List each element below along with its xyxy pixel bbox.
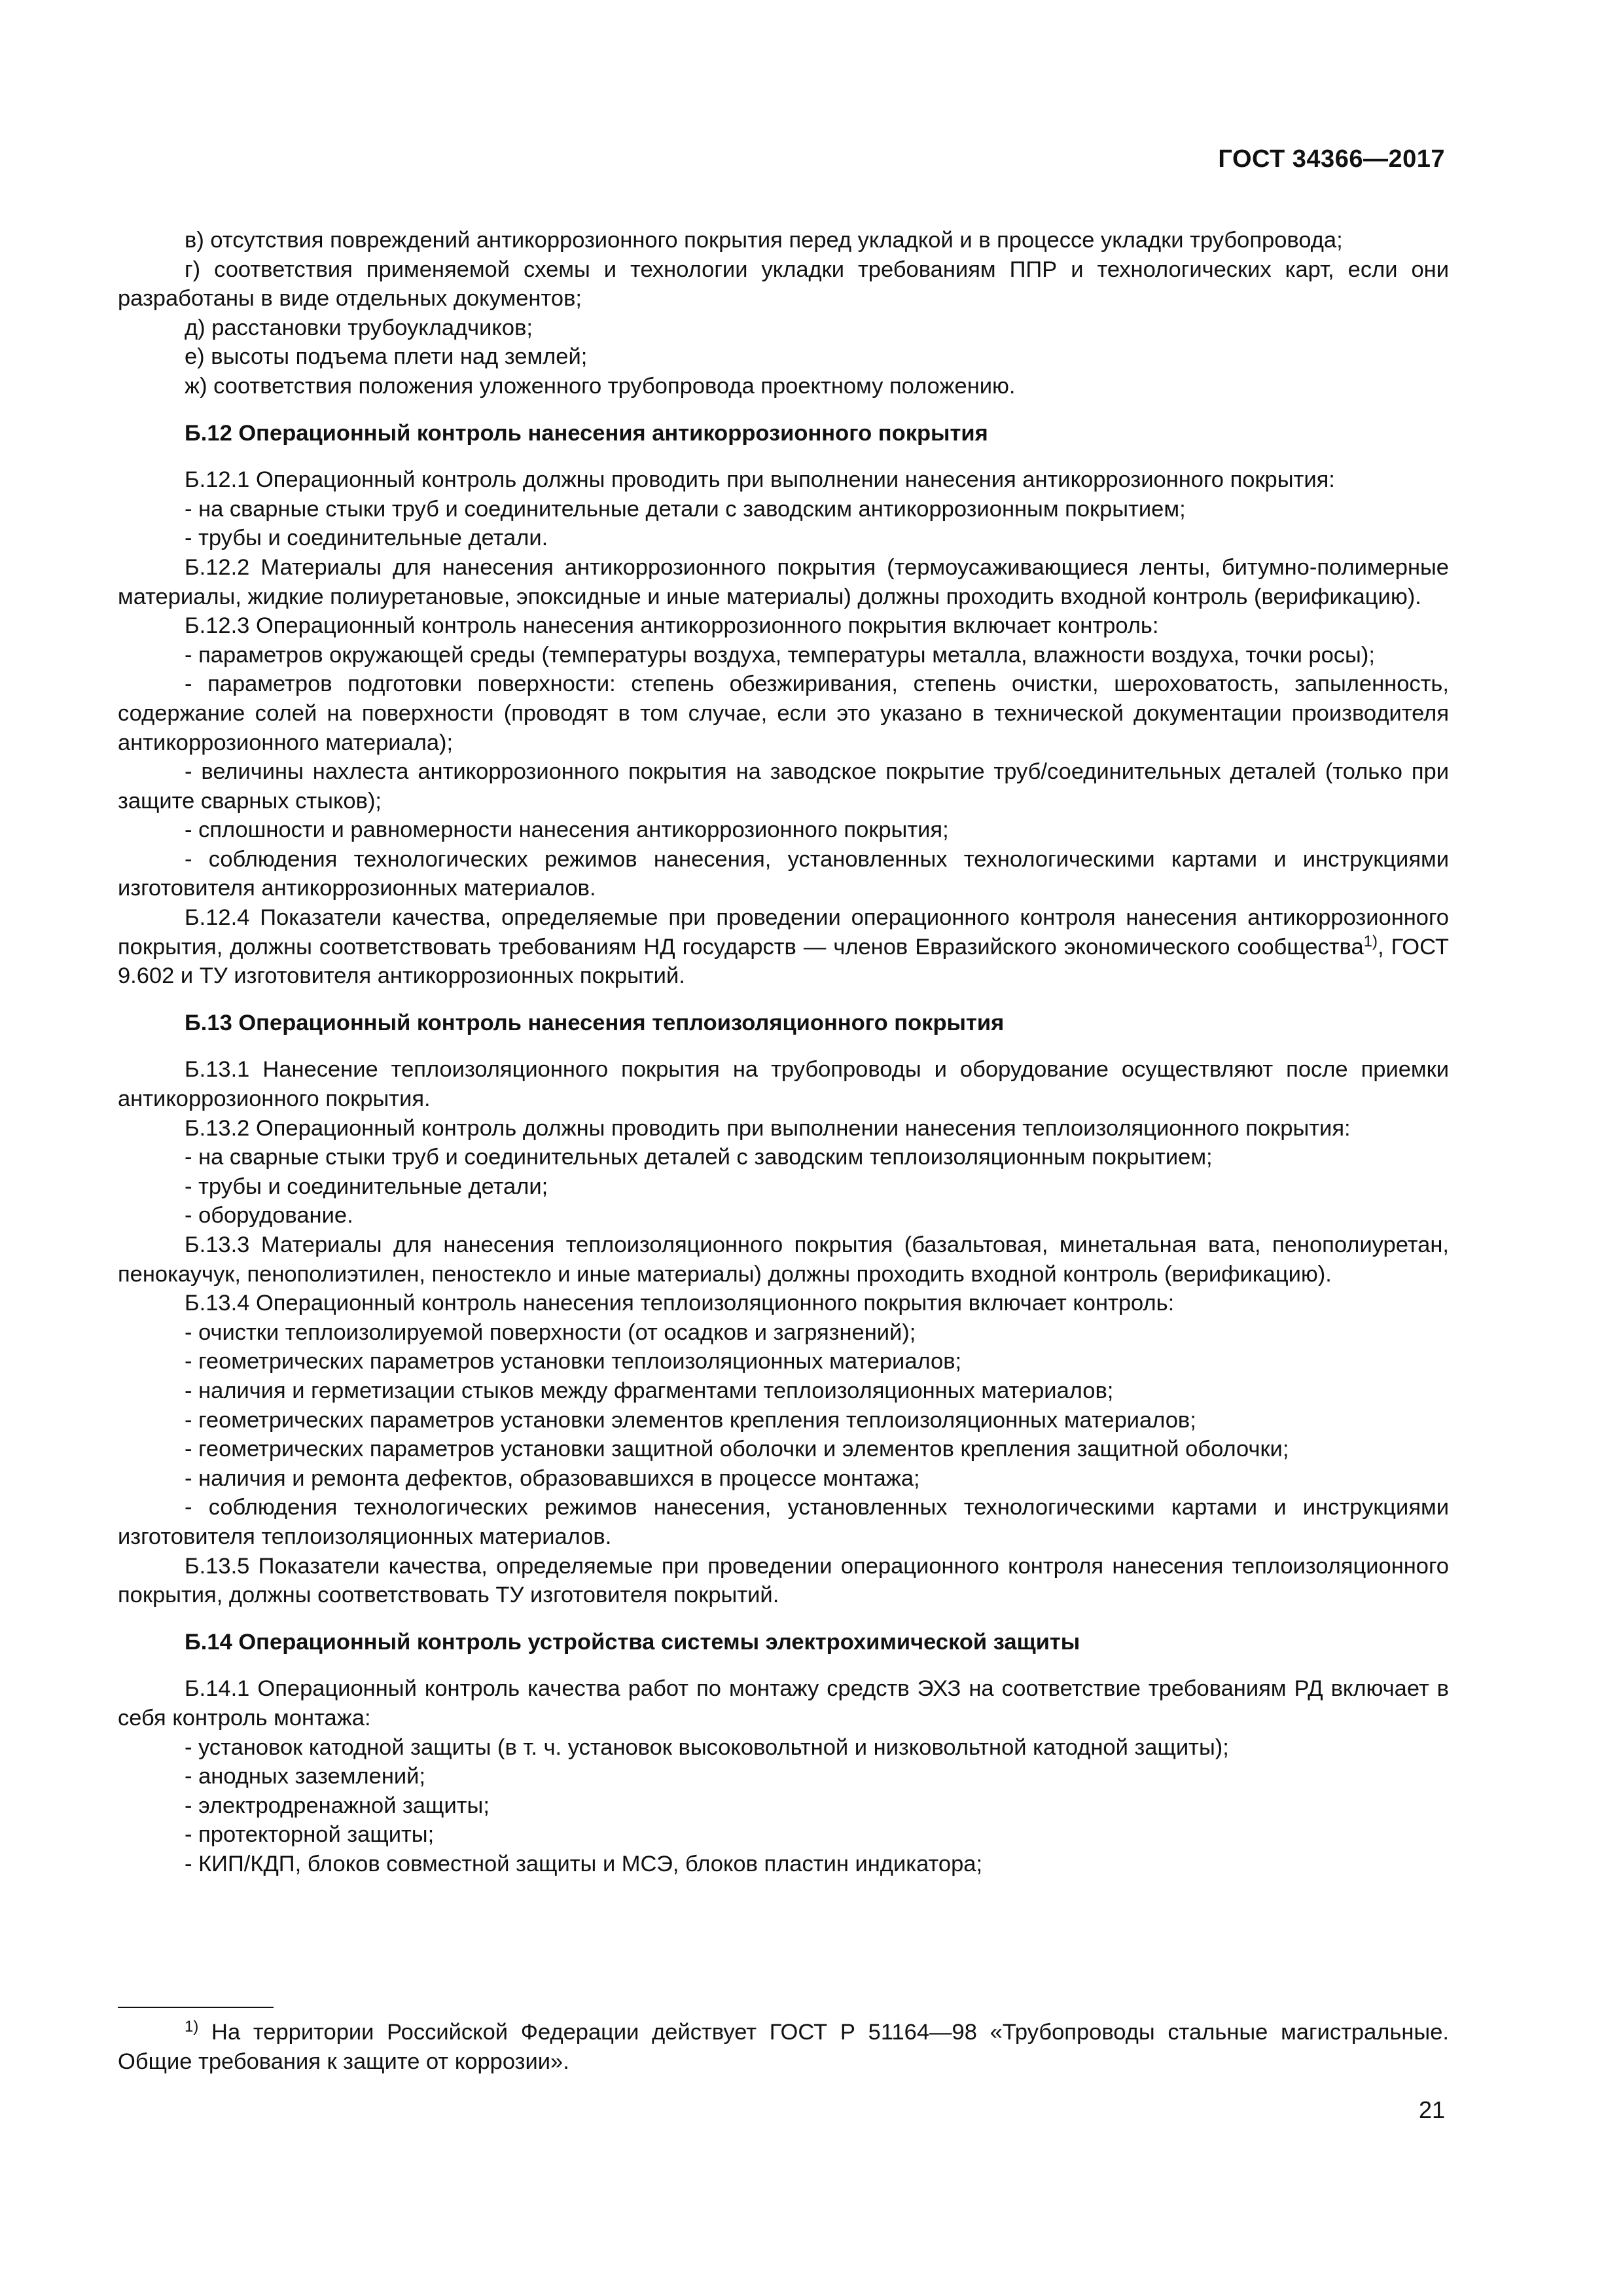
paragraph: Б.14.1 Операционный контроль качества работ по монтажу средств ЭХЗ на соответствие требованиям РД включает в себя контроль монтажа: [118, 1676, 1449, 1731]
paragraph: Б.13.5 Показатели качества, определяемые при проведении операционного контроля нанесения теплоизоляционного покрытия, должны соответствовать ТУ изготовителя покрытий. [118, 1553, 1449, 1608]
paragraph: - сплошности и равномерности нанесения антикоррозионного покрытия; [185, 817, 949, 843]
section-heading: Б.14 Операционный контроль устройства системы электрохимической защиты [185, 1629, 1080, 1655]
paragraph: - КИП/КДП, блоков совместной защиты и МСЭ, блоков пластин индикатора; [185, 1851, 983, 1876]
paragraph: - установок катодной защиты (в т. ч. установок высоковольтной и низковольтной катодной защиты); [185, 1734, 1229, 1760]
paragraph: - параметров окружающей среды (температуры воздуха, температуры металла, влажности воздуха, точки росы); [185, 642, 1375, 668]
standard-code-header: ГОСТ 34366—2017 [1218, 145, 1445, 173]
paragraph: - геометрических параметров установки элементов крепления теплоизоляционных материалов; [185, 1407, 1196, 1433]
page-number: 21 [1418, 2096, 1445, 2123]
footnote-reference: 1) [1363, 932, 1378, 950]
paragraph: - наличия и ремонта дефектов, образовавшихся в процессе монтажа; [185, 1465, 920, 1491]
paragraph: - соблюдения технологических режимов нанесения, установленных технологическими картами и инструкциями изготовителя антикоррозионных материалов. [118, 846, 1449, 901]
paragraph: - анодных заземлений; [185, 1764, 426, 1789]
paragraph: - геометрических параметров установки защитной оболочки и элементов крепления защитной оболочки; [185, 1437, 1289, 1462]
paragraph: Б.13.4 Операционный контроль нанесения теплоизоляционного покрытия включает контроль: [185, 1291, 1175, 1316]
paragraph: Б.13.3 Материалы для нанесения теплоизоляционного покрытия (базальтовая, минетальная вата, пенополиуретан, пенокаучук, пенополиэтилен, пеностекло и иные материалы) должны проходить входной контроль (верификацию). [118, 1232, 1449, 1287]
section-heading: Б.12 Операционный контроль нанесения антикоррозионного покрытия [185, 420, 988, 446]
paragraph: Б.13.2 Операционный контроль должны проводить при выполнении нанесения теплоизоляционного покрытия: [185, 1115, 1351, 1141]
paragraph: Б.12.3 Операционный контроль нанесения антикоррозионного покрытия включает контроль: [185, 613, 1159, 639]
paragraph: - геометрических параметров установки теплоизоляционных материалов; [185, 1349, 962, 1374]
paragraph: - трубы и соединительные детали; [185, 1174, 548, 1199]
paragraph-text: Б.12.4 Показатели качества, определяемые при проведении операционного контроля нанесения антикоррозионного покрытия, должны соответствовать требованиям НД государств — членов Евразийского экономического сообщества [118, 905, 1449, 960]
paragraph: - электродренажной защиты; [185, 1793, 490, 1818]
paragraph: - величины нахлеста антикоррозионного покрытия на заводское покрытие труб/соединительных деталей (только при защите сварных стыков); [118, 759, 1449, 814]
footnote-text: На территории Российской Федерации действует ГОСТ Р 51164—98 «Трубопроводы стальные магистральные. Общие требования к защите от коррозии». [118, 2020, 1449, 2074]
paragraph: Б.12.1 Операционный контроль должны проводить при выполнении нанесения антикоррозионного покрытия: [185, 467, 1335, 493]
paragraph: в) отсутствия повреждений антикоррозионного покрытия перед укладкой и в процессе укладки трубопровода; [185, 228, 1343, 253]
section-heading: Б.13 Операционный контроль нанесения теплоизоляционного покрытия [185, 1010, 1005, 1035]
paragraph: - параметров подготовки поверхности: степень обезжиривания, степень очистки, шероховатость, запыленность, содержание солей на поверхности (проводят в том случае, если это указано в технической документации производителя антикоррозионного материала); [118, 672, 1449, 755]
paragraph: - на сварные стыки труб и соединительных деталей с заводским теплоизоляционным покрытием; [185, 1145, 1213, 1170]
paragraph: Б.13.1 Нанесение теплоизоляционного покрытия на трубопроводы и оборудование осуществляют после приемки антикоррозионного покрытия. [118, 1057, 1449, 1112]
body-text [118, 226, 1449, 1878]
paragraph-text: , ГОСТ 9.602 и ТУ изготовителя антикоррозионных покрытий. [118, 934, 1449, 989]
paragraph: - протекторной защиты; [185, 1822, 435, 1848]
paragraph: - наличия и герметизации стыков между фрагментами теплоизоляционных материалов; [185, 1378, 1114, 1403]
paragraph [118, 903, 1449, 991]
paragraph: - очистки теплоизолируемой поверхности (от осадков и загрязнений); [185, 1319, 916, 1345]
paragraph: - оборудование. [185, 1203, 353, 1229]
paragraph: ж) соответствия положения уложенного трубопровода проектному положению. [185, 373, 1016, 399]
paragraph: - на сварные стыки труб и соединительные детали с заводским антикоррозионным покрытием; [185, 496, 1186, 522]
paragraph: е) высоты подъема плети над землей; [185, 344, 588, 370]
paragraph: г) соответствия применяемой схемы и технологии укладки требованиям ППР и технологических карт, если они разработаны в виде отдельных документов; [118, 257, 1449, 312]
paragraph: д) расстановки трубоукладчиков; [185, 315, 533, 340]
footnote-separator [118, 2007, 274, 2008]
paragraph: Б.12.2 Материалы для нанесения антикоррозионного покрытия (термоусаживающиеся ленты, битумно-полимерные материалы, жидкие полиуретановые, эпоксидные и иные материалы) должны проходить входной контроль (верификацию). [118, 554, 1449, 609]
footnote [118, 2018, 1449, 2076]
footnote-mark: 1) [185, 2018, 199, 2036]
paragraph: - трубы и соединительные детали. [185, 526, 548, 551]
paragraph: - соблюдения технологических режимов нанесения, установленных технологическими картами и инструкциями изготовителя теплоизоляционных материалов. [118, 1495, 1449, 1549]
